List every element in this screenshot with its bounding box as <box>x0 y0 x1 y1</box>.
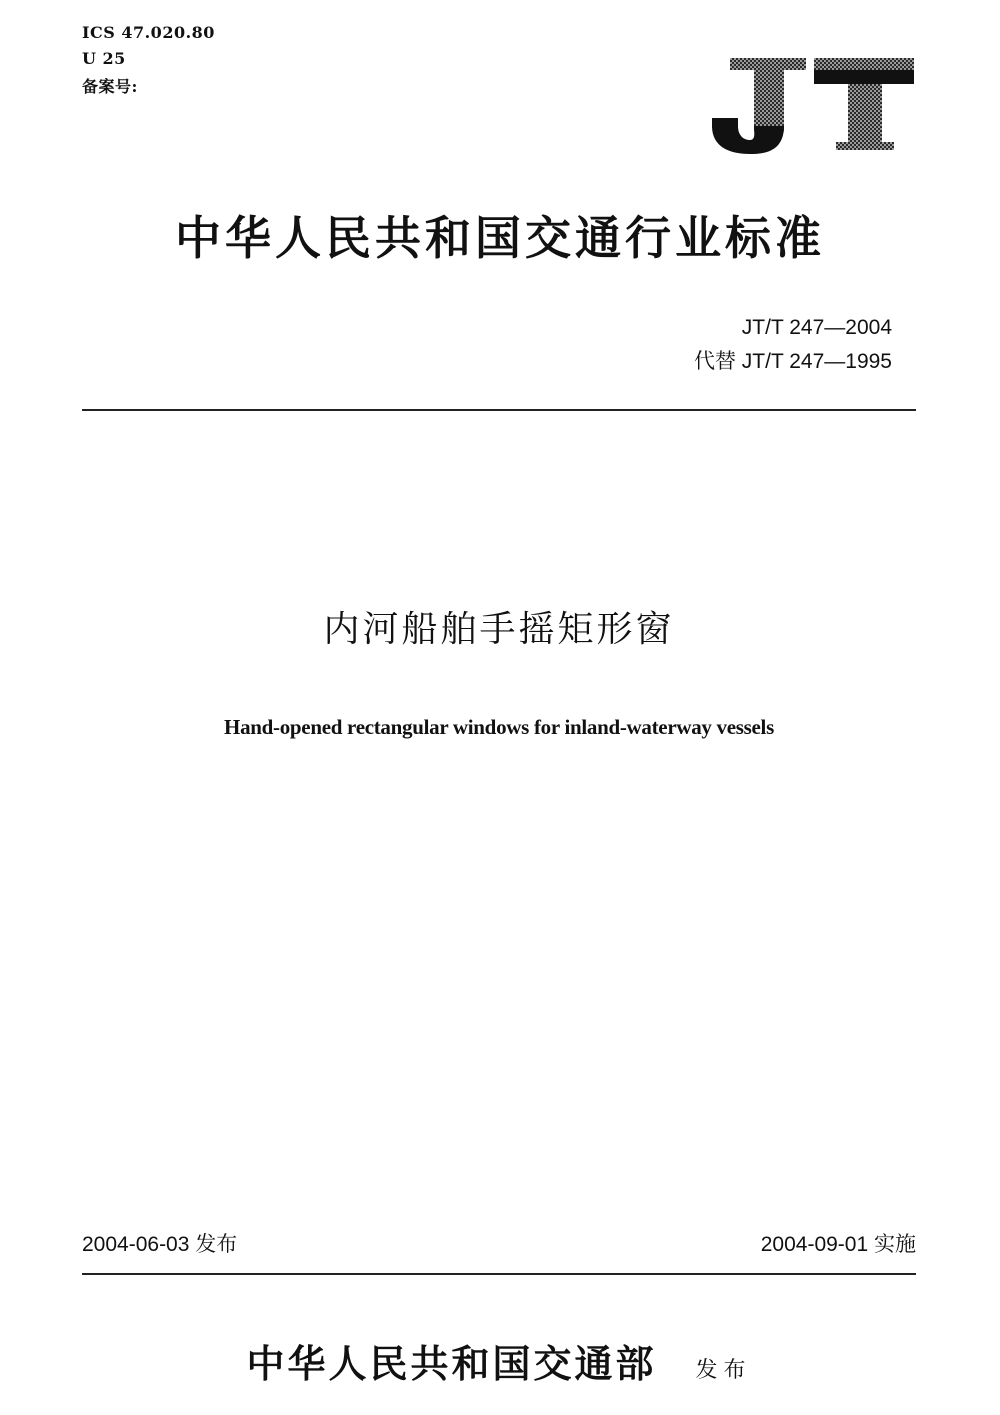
ics-code: ICS 47.020.80 <box>82 23 215 42</box>
document-title-chinese: 内河船舶手摇矩形窗 <box>323 609 675 650</box>
top-divider <box>82 409 916 411</box>
implementation-date: 2004-09-01 实施 <box>760 1233 916 1256</box>
logo-letter-j <box>712 58 806 154</box>
replaces-code: 代替 JT/T 247—1995 <box>693 350 892 373</box>
jt-logo <box>708 56 916 156</box>
issuer-name: 中华人民共和国交通部 <box>246 1341 657 1386</box>
issuer-block <box>82 1340 916 1388</box>
logo-letter-t <box>814 58 914 150</box>
document-title-english: Hand-opened rectangular windows for inland-waterway vessels <box>224 715 774 739</box>
bottom-divider <box>82 1273 916 1275</box>
classification-code: U 25 <box>82 49 126 68</box>
issue-date: 2004-06-03 发布 <box>82 1233 238 1256</box>
record-number-label: 备案号: <box>82 77 138 96</box>
issuer-action: 发布 <box>695 1358 752 1383</box>
standard-code: JT/T 247—2004 <box>741 316 892 339</box>
standard-title: 中华人民共和国交通行业标准 <box>175 211 825 265</box>
